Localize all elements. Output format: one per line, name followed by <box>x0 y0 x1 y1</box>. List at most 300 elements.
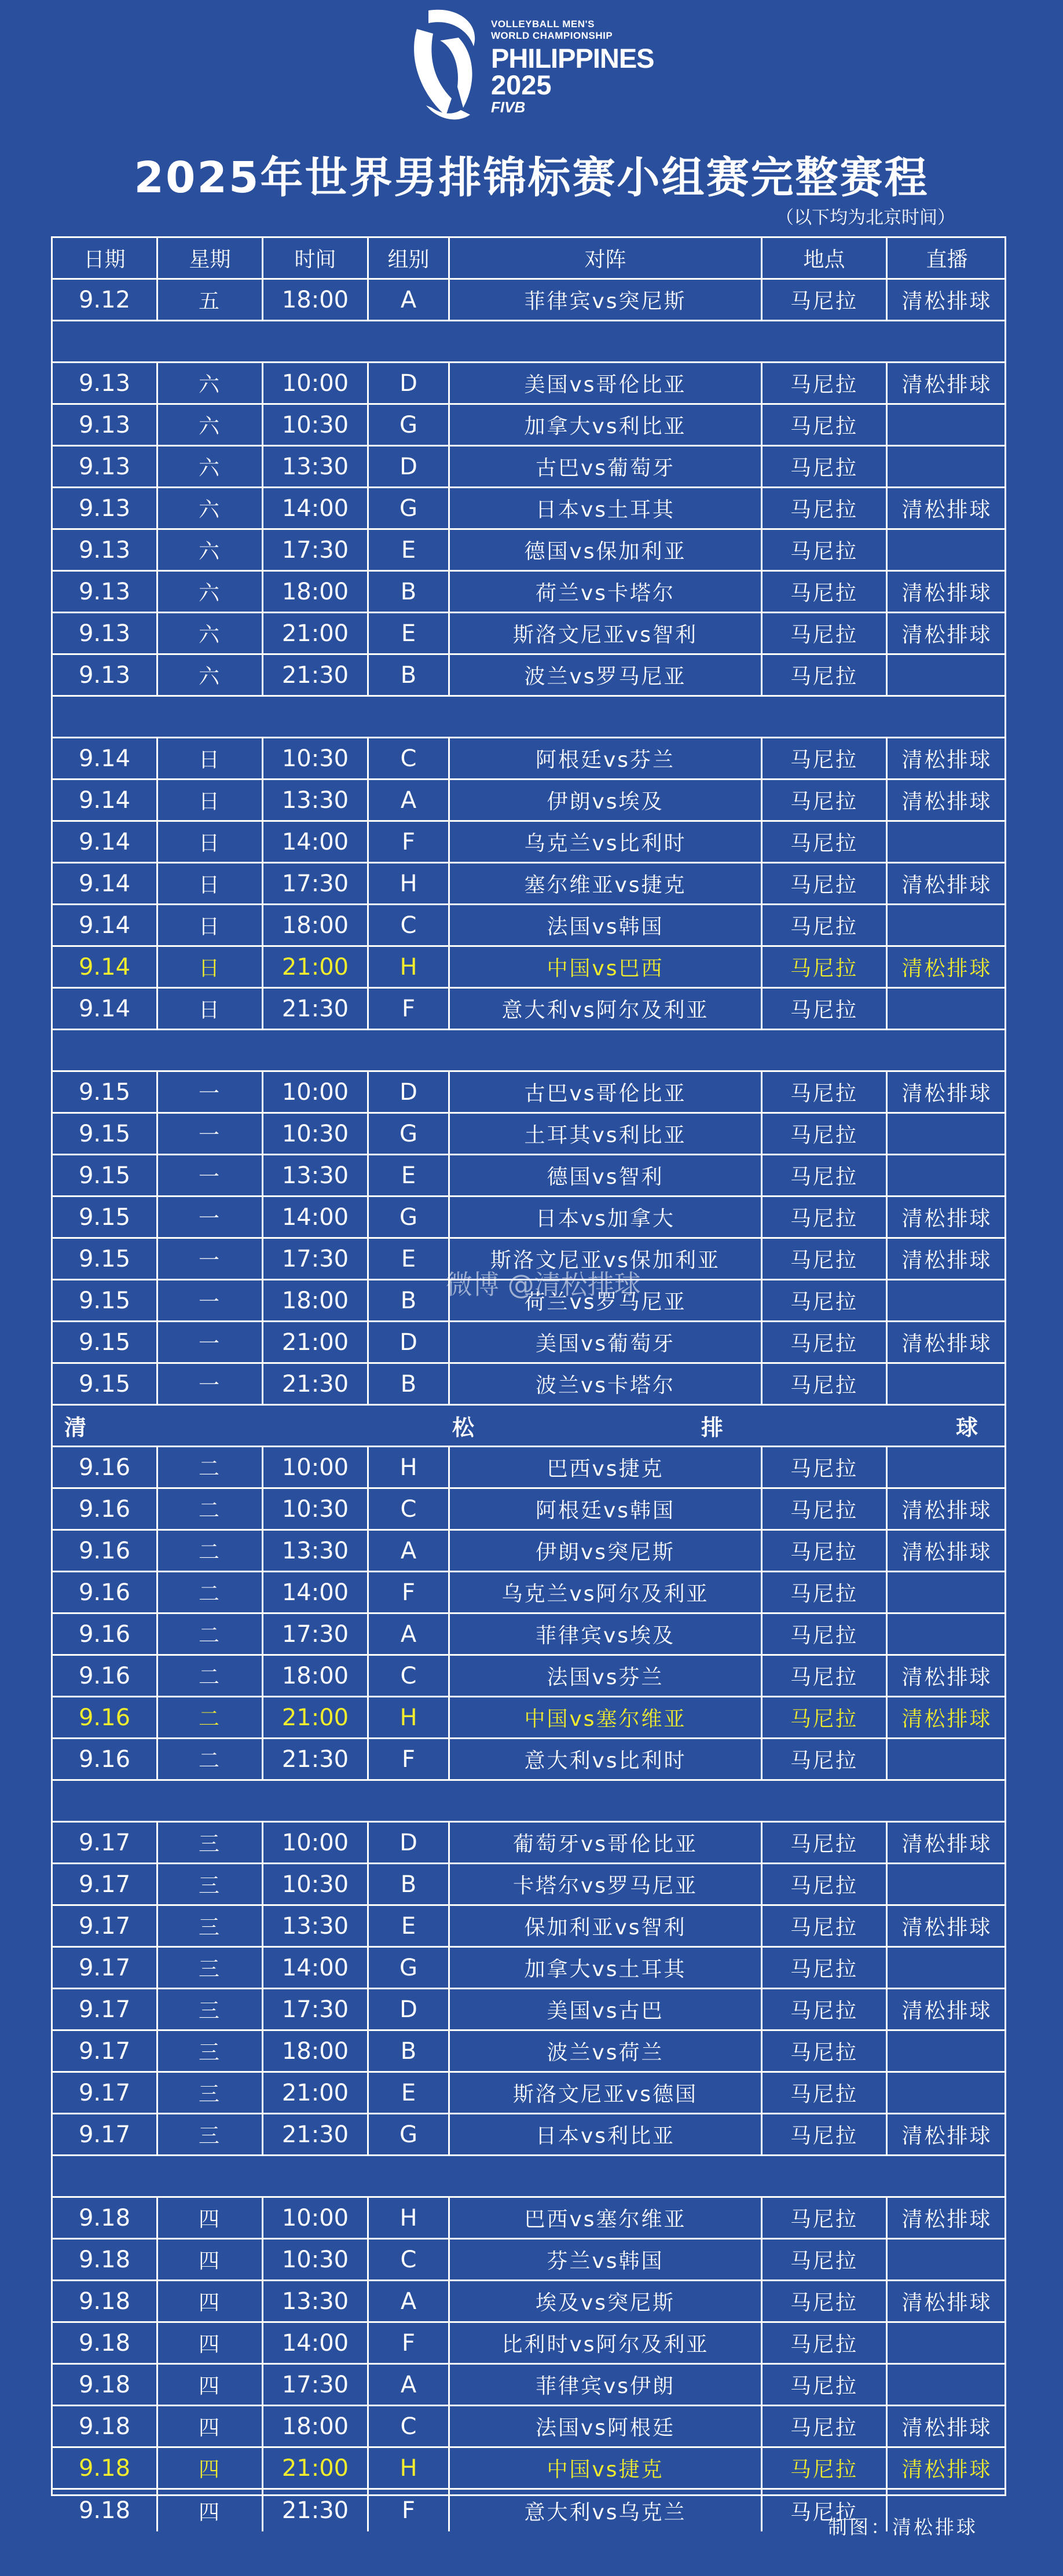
cell-date: 9.15 <box>53 1114 158 1154</box>
cell-match: 荷兰vs罗马尼亚 <box>450 1280 763 1320</box>
table-row <box>53 1531 1005 1572</box>
cell-time: 14:00 <box>263 822 369 862</box>
table-row <box>53 1197 1005 1239</box>
cell-time: 18:00 <box>263 1280 369 1320</box>
cell-venue: 马尼拉 <box>763 2073 888 2113</box>
cell-group: F <box>369 2490 450 2531</box>
day-separator-row <box>53 1781 1005 1823</box>
cell-time: 17:30 <box>263 1989 369 2029</box>
cell-venue: 马尼拉 <box>763 572 888 612</box>
cell-match: 菲律宾vs突尼斯 <box>450 280 763 320</box>
cell-date: 9.17 <box>53 1989 158 2029</box>
cell-weekday: 三 <box>158 2073 263 2113</box>
header-group: 组别 <box>369 238 450 278</box>
cell-weekday: 二 <box>158 1572 263 1612</box>
cell-weekday: 三 <box>158 2031 263 2071</box>
cell-weekday: 一 <box>158 1197 263 1237</box>
cell-date: 9.16 <box>53 1614 158 1654</box>
table-row <box>53 989 1005 1030</box>
cell-venue: 马尼拉 <box>763 780 888 820</box>
cell-match: 美国vs哥伦比亚 <box>450 363 763 403</box>
cell-date: 9.18 <box>53 2281 158 2321</box>
cell-venue: 马尼拉 <box>763 655 888 695</box>
cell-group: H <box>369 947 450 987</box>
cell-date: 9.16 <box>53 1656 158 1696</box>
table-row <box>53 905 1005 947</box>
cell-group: B <box>369 2031 450 2071</box>
cell-match: 伊朗vs埃及 <box>450 780 763 820</box>
cell-live: 清松排球 <box>901 1249 992 1272</box>
table-row <box>53 488 1005 530</box>
cell-group: B <box>369 1864 450 1904</box>
cell-venue: 马尼拉 <box>763 2323 888 2363</box>
cell-group: G <box>369 1114 450 1154</box>
cell-weekday: 三 <box>158 1906 263 1946</box>
cell-date: 9.15 <box>53 1239 158 1279</box>
cell-live: 清松排球 <box>901 498 992 522</box>
cell-time: 21:30 <box>263 2490 369 2531</box>
cell-match: 美国vs葡萄牙 <box>450 1322 763 1362</box>
cell-match: 法国vs芬兰 <box>450 1656 763 1696</box>
cell-weekday: 一 <box>158 1239 263 1279</box>
cell-live <box>888 655 1006 695</box>
cell-live: 清松排球 <box>901 1916 992 1940</box>
cell-time: 13:30 <box>263 1906 369 1946</box>
cell-weekday: 五 <box>158 280 263 320</box>
cell-live: 清松排球 <box>901 1666 992 1689</box>
cell-date: 9.15 <box>53 1197 158 1237</box>
cell-group: H <box>369 1697 450 1737</box>
cell-live: 清松排球 <box>901 2208 992 2231</box>
cell-weekday: 六 <box>158 405 263 445</box>
cell-time: 10:30 <box>263 1864 369 1904</box>
cell-venue: 马尼拉 <box>763 363 888 403</box>
cell-date: 9.17 <box>53 1864 158 1904</box>
cell-date: 9.13 <box>53 613 158 653</box>
table-row <box>53 2448 1005 2490</box>
cell-date: 9.18 <box>53 2240 158 2279</box>
cell-date: 9.17 <box>53 2073 158 2113</box>
cell-time: 13:30 <box>263 2281 369 2321</box>
header-live: 直播 <box>926 248 968 272</box>
day-separator-row <box>53 1030 1005 1072</box>
cell-weekday: 日 <box>158 863 263 903</box>
cell-time: 18:00 <box>263 1656 369 1696</box>
cell-venue: 马尼拉 <box>763 613 888 653</box>
cell-group: H <box>369 2448 450 2488</box>
cell-group: B <box>369 1280 450 1320</box>
timezone-note: （以下均为北京时间） <box>776 207 955 228</box>
cell-weekday: 二 <box>158 1531 263 1571</box>
cell-live <box>888 905 1006 945</box>
cell-date: 9.18 <box>53 2448 158 2488</box>
table-row <box>53 1697 1005 1739</box>
cell-match: 巴西vs捷克 <box>450 1447 763 1487</box>
cell-time: 13:30 <box>263 447 369 486</box>
cell-weekday: 三 <box>158 1948 263 1988</box>
cell-weekday: 日 <box>158 989 263 1029</box>
cell-live <box>888 2031 1006 2071</box>
cell-group: A <box>369 1614 450 1654</box>
cell-match: 波兰vs荷兰 <box>450 2031 763 2071</box>
cell-match: 阿根廷vs芬兰 <box>450 738 763 778</box>
cell-match: 意大利vs比利时 <box>450 1739 763 1779</box>
table-row <box>53 1322 1005 1364</box>
cell-time: 10:00 <box>263 1447 369 1487</box>
cell-live <box>888 1155 1006 1195</box>
cell-match: 德国vs智利 <box>450 1155 763 1195</box>
cell-venue: 马尼拉 <box>763 447 888 486</box>
cell-venue: 马尼拉 <box>763 1572 888 1612</box>
table-row <box>53 2281 1005 2323</box>
cell-group: E <box>369 2073 450 2113</box>
cell-venue: 马尼拉 <box>763 1864 888 1904</box>
cell-match: 波兰vs卡塔尔 <box>450 1364 763 1404</box>
cell-weekday: 三 <box>158 2114 263 2154</box>
cell-time: 13:30 <box>263 1531 369 1571</box>
cell-date: 9.18 <box>53 2198 158 2238</box>
table-row <box>53 655 1005 697</box>
cell-live <box>888 2323 1006 2363</box>
cell-venue: 马尼拉 <box>763 1531 888 1571</box>
cell-venue: 马尼拉 <box>763 1489 888 1529</box>
cell-live <box>888 405 1006 445</box>
cell-group: A <box>369 2281 450 2321</box>
cell-match: 菲律宾vs埃及 <box>450 1614 763 1654</box>
cell-venue: 马尼拉 <box>763 1364 888 1404</box>
cell-date: 9.18 <box>53 2365 158 2405</box>
cell-time: 14:00 <box>263 488 369 528</box>
cell-live: 清松排球 <box>901 581 992 605</box>
cell-weekday: 六 <box>158 488 263 528</box>
cell-venue: 马尼拉 <box>763 863 888 903</box>
cell-date: 9.15 <box>53 1322 158 1362</box>
cell-match: 斯洛文尼亚vs智利 <box>450 613 763 653</box>
cell-weekday: 六 <box>158 447 263 486</box>
cell-venue: 马尼拉 <box>763 530 888 570</box>
cell-time: 21:00 <box>263 947 369 987</box>
cell-live <box>888 1447 1006 1487</box>
cell-match: 法国vs韩国 <box>450 905 763 945</box>
cell-live: 清松排球 <box>901 873 992 897</box>
cell-live: 清松排球 <box>901 1832 992 1856</box>
table-row <box>53 1989 1005 2031</box>
cell-time: 21:00 <box>263 613 369 653</box>
cell-live: 清松排球 <box>901 1082 992 1106</box>
header-weekday: 星期 <box>158 238 263 278</box>
cell-time: 17:30 <box>263 530 369 570</box>
cell-group: C <box>369 2240 450 2279</box>
cell-date: 9.17 <box>53 2031 158 2071</box>
cell-live: 清松排球 <box>901 1999 992 2023</box>
cell-time: 14:00 <box>263 2323 369 2363</box>
cell-date: 9.15 <box>53 1280 158 1320</box>
cell-match: 加拿大vs利比亚 <box>450 405 763 445</box>
cell-live <box>888 2240 1006 2279</box>
cell-live: 清松排球 <box>901 373 992 397</box>
cell-date: 9.18 <box>53 2490 158 2531</box>
logo-country: PHILIPPINES <box>491 43 654 74</box>
cell-group: G <box>369 488 450 528</box>
cell-match: 意大利vs乌克兰 <box>450 2490 763 2531</box>
cell-match: 塞尔维亚vs捷克 <box>450 863 763 903</box>
table-row <box>53 1906 1005 1948</box>
cell-group: C <box>369 1489 450 1529</box>
cell-match: 日本vs加拿大 <box>450 1197 763 1237</box>
cell-date: 9.12 <box>53 280 158 320</box>
cell-live: 清松排球 <box>901 748 992 772</box>
cell-venue: 马尼拉 <box>763 1948 888 1988</box>
table-row <box>53 1656 1005 1697</box>
cell-match: 美国vs古巴 <box>450 1989 763 2029</box>
cell-live <box>888 530 1006 570</box>
cell-live: 清松排球 <box>901 1499 992 1523</box>
cell-group: F <box>369 989 450 1029</box>
cell-live <box>888 989 1006 1029</box>
day-separator-row <box>53 321 1005 363</box>
cell-date: 9.13 <box>53 363 158 403</box>
cell-time: 21:00 <box>263 2448 369 2488</box>
cell-venue: 马尼拉 <box>763 1906 888 1946</box>
cell-live: 清松排球 <box>901 957 992 980</box>
cell-venue: 马尼拉 <box>763 2114 888 2154</box>
table-row <box>53 863 1005 905</box>
logo-line1: VOLLEYBALL MEN'S <box>491 19 595 30</box>
cell-group: H <box>369 863 450 903</box>
cell-date: 9.14 <box>53 780 158 820</box>
table-row <box>53 2406 1005 2448</box>
cell-live <box>888 1280 1006 1320</box>
cell-date: 9.14 <box>53 947 158 987</box>
cell-time: 18:00 <box>263 2406 369 2446</box>
cell-live: 清松排球 <box>901 790 992 814</box>
table-row <box>53 2240 1005 2281</box>
cell-date: 9.13 <box>53 405 158 445</box>
cell-time: 10:30 <box>263 1114 369 1154</box>
cell-venue: 马尼拉 <box>763 2490 888 2531</box>
cell-live <box>888 1572 1006 1612</box>
table-row <box>53 1864 1005 1906</box>
table-row <box>53 1823 1005 1864</box>
cell-venue: 马尼拉 <box>763 2031 888 2071</box>
logo-year: 2025 <box>491 69 552 100</box>
cell-time: 17:30 <box>263 1239 369 1279</box>
cell-group: G <box>369 1197 450 1237</box>
header-venue: 地点 <box>763 238 888 278</box>
cell-group: C <box>369 738 450 778</box>
cell-live: 清松排球 <box>901 1207 992 1231</box>
cell-venue: 马尼拉 <box>763 1739 888 1779</box>
cell-group: F <box>369 1739 450 1779</box>
cell-time: 21:00 <box>263 1697 369 1737</box>
cell-match: 乌克兰vs阿尔及利亚 <box>450 1572 763 1612</box>
cell-venue: 马尼拉 <box>763 1823 888 1863</box>
cell-venue: 马尼拉 <box>763 2198 888 2238</box>
table-row <box>53 2323 1005 2365</box>
cell-weekday: 四 <box>158 2365 263 2405</box>
cell-live: 清松排球 <box>901 1707 992 1731</box>
table-row <box>53 1614 1005 1656</box>
header-time: 时间 <box>263 238 369 278</box>
cell-group: G <box>369 1948 450 1988</box>
day-separator-row <box>53 697 1005 738</box>
cell-date: 9.14 <box>53 989 158 1029</box>
cell-time: 10:30 <box>263 1489 369 1529</box>
schedule-table <box>51 236 1006 2524</box>
cell-group: A <box>369 1531 450 1571</box>
cell-group: E <box>369 1906 450 1946</box>
cell-weekday: 二 <box>158 1697 263 1737</box>
table-row <box>53 572 1005 613</box>
cell-match: 芬兰vs韩国 <box>450 2240 763 2279</box>
cell-live: 清松排球 <box>901 2291 992 2315</box>
championship-logo <box>405 6 654 127</box>
cell-time: 17:30 <box>263 863 369 903</box>
table-row <box>53 1155 1005 1197</box>
cell-time: 10:00 <box>263 1072 369 1112</box>
brand-separator-row <box>53 1406 1005 1447</box>
cell-group: H <box>369 1447 450 1487</box>
cell-venue: 马尼拉 <box>763 1155 888 1195</box>
table-row <box>53 530 1005 572</box>
cell-date: 9.16 <box>53 1572 158 1612</box>
cell-time: 21:30 <box>263 989 369 1029</box>
cell-match: 埃及vs突尼斯 <box>450 2281 763 2321</box>
cell-group: E <box>369 613 450 653</box>
cell-date: 9.16 <box>53 1447 158 1487</box>
cell-date: 9.16 <box>53 1697 158 1737</box>
cell-group: G <box>369 405 450 445</box>
cell-venue: 马尼拉 <box>763 905 888 945</box>
cell-group: D <box>369 1989 450 2029</box>
cell-match: 保加利亚vs智利 <box>450 1906 763 1946</box>
cell-match: 巴西vs塞尔维亚 <box>450 2198 763 2238</box>
cell-group: C <box>369 1656 450 1696</box>
cell-venue: 马尼拉 <box>763 1656 888 1696</box>
cell-match: 古巴vs哥伦比亚 <box>450 1072 763 1112</box>
cell-match: 波兰vs罗马尼亚 <box>450 655 763 695</box>
cell-live: 清松排球 <box>901 2124 992 2148</box>
cell-venue: 马尼拉 <box>763 1197 888 1237</box>
cell-match: 乌克兰vs比利时 <box>450 822 763 862</box>
cell-date: 9.14 <box>53 863 158 903</box>
cell-venue: 马尼拉 <box>763 738 888 778</box>
day-separator-row <box>53 2156 1005 2198</box>
table-row <box>53 2073 1005 2114</box>
cell-time: 10:30 <box>263 738 369 778</box>
cell-group: C <box>369 2406 450 2446</box>
cell-time: 14:00 <box>263 1197 369 1237</box>
cell-date: 9.14 <box>53 905 158 945</box>
cell-venue: 马尼拉 <box>763 1239 888 1279</box>
cell-time: 18:00 <box>263 2031 369 2071</box>
cell-weekday: 六 <box>158 530 263 570</box>
cell-time: 10:00 <box>263 1823 369 1863</box>
cell-match: 葡萄牙vs哥伦比亚 <box>450 1823 763 1863</box>
cell-match: 意大利vs阿尔及利亚 <box>450 989 763 1029</box>
credit-text: 制图：清松排球 <box>828 2516 978 2538</box>
cell-group: C <box>369 905 450 945</box>
cell-date: 9.16 <box>53 1489 158 1529</box>
cell-group: D <box>369 1823 450 1863</box>
cell-date: 9.17 <box>53 1906 158 1946</box>
table-row <box>53 1739 1005 1781</box>
cell-time: 13:30 <box>263 780 369 820</box>
cell-group: D <box>369 1072 450 1112</box>
cell-weekday: 二 <box>158 1447 263 1487</box>
cell-live <box>888 1864 1006 1904</box>
cell-venue: 马尼拉 <box>763 1280 888 1320</box>
cell-live: 清松排球 <box>901 2458 992 2482</box>
cell-group: G <box>369 2114 450 2154</box>
cell-time: 21:00 <box>263 1322 369 1362</box>
cell-group: D <box>369 363 450 403</box>
cell-group: E <box>369 530 450 570</box>
cell-weekday: 三 <box>158 1989 263 2029</box>
cell-live <box>888 2073 1006 2113</box>
cell-time: 21:30 <box>263 1364 369 1404</box>
cell-weekday: 六 <box>158 655 263 695</box>
cell-weekday: 一 <box>158 1322 263 1362</box>
cell-group: A <box>369 2365 450 2405</box>
cell-live <box>888 1614 1006 1654</box>
cell-time: 18:00 <box>263 905 369 945</box>
cell-venue: 马尼拉 <box>763 488 888 528</box>
cell-match: 加拿大vs土耳其 <box>450 1948 763 1988</box>
cell-weekday: 日 <box>158 780 263 820</box>
table-header-row <box>53 238 1005 280</box>
logo-org: FIVB <box>491 98 526 116</box>
cell-weekday: 一 <box>158 1072 263 1112</box>
cell-time: 21:30 <box>263 655 369 695</box>
cell-group: D <box>369 1322 450 1362</box>
cell-time: 10:00 <box>263 2198 369 2238</box>
cell-weekday: 三 <box>158 1864 263 1904</box>
cell-date: 9.13 <box>53 572 158 612</box>
cell-venue: 马尼拉 <box>763 2448 888 2488</box>
table-row <box>53 780 1005 822</box>
volleyball-logo-icon <box>405 6 486 127</box>
cell-date: 9.15 <box>53 1155 158 1195</box>
cell-match: 日本vs土耳其 <box>450 488 763 528</box>
cell-weekday: 四 <box>158 2323 263 2363</box>
cell-match: 伊朗vs突尼斯 <box>450 1531 763 1571</box>
cell-time: 14:00 <box>263 1948 369 1988</box>
cell-group: F <box>369 1572 450 1612</box>
cell-live <box>888 822 1006 862</box>
cell-time: 21:30 <box>263 2114 369 2154</box>
page-title: 2025年世界男排锦标赛小组赛完整赛程 <box>134 153 929 203</box>
cell-date: 9.17 <box>53 1948 158 1988</box>
cell-venue: 马尼拉 <box>763 1322 888 1362</box>
cell-venue: 马尼拉 <box>763 989 888 1029</box>
cell-time: 13:30 <box>263 1155 369 1195</box>
cell-venue: 马尼拉 <box>763 2406 888 2446</box>
cell-date: 9.18 <box>53 2323 158 2363</box>
cell-venue: 马尼拉 <box>763 1114 888 1154</box>
cell-venue: 马尼拉 <box>763 2240 888 2279</box>
table-row <box>53 447 1005 488</box>
cell-time: 21:30 <box>263 1739 369 1779</box>
cell-weekday: 一 <box>158 1155 263 1195</box>
cell-match: 古巴vs葡萄牙 <box>450 447 763 486</box>
brand-char: 松 <box>452 1415 475 1440</box>
cell-date: 9.16 <box>53 1531 158 1571</box>
cell-date: 9.13 <box>53 655 158 695</box>
cell-weekday: 四 <box>158 2406 263 2446</box>
cell-venue: 马尼拉 <box>763 1697 888 1737</box>
cell-date: 9.13 <box>53 488 158 528</box>
